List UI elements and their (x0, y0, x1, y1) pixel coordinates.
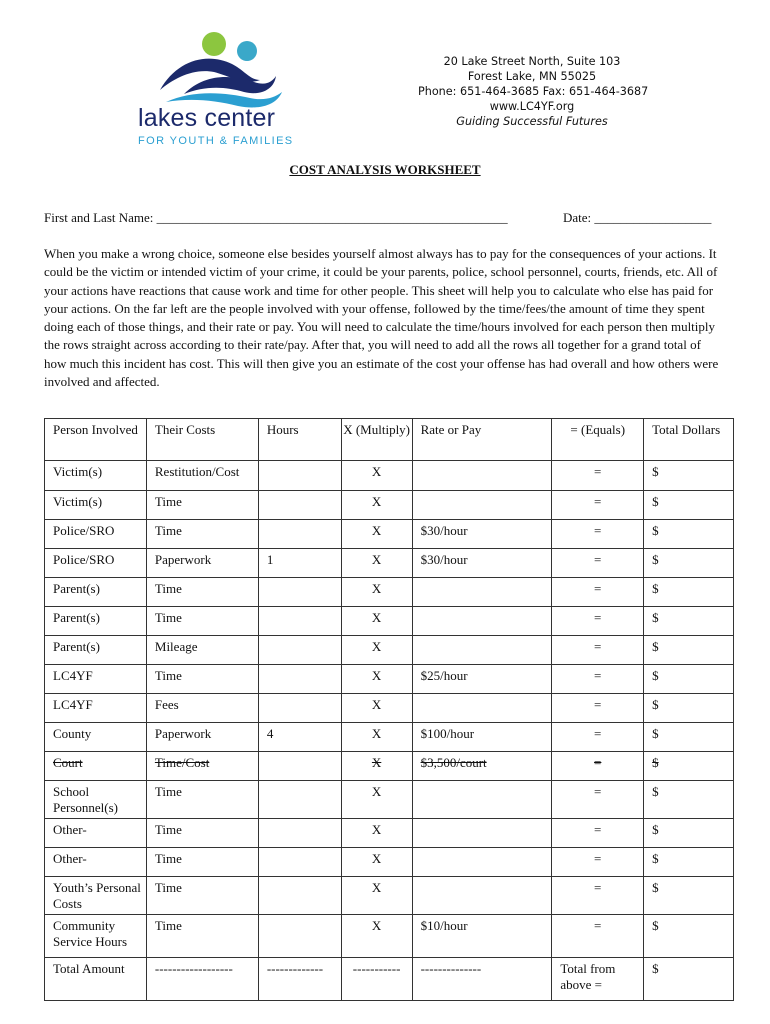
header-rate: Rate or Pay (412, 419, 552, 461)
cell-equals: = (552, 915, 644, 958)
cell-equals: = (552, 607, 644, 636)
cell-equals: = (552, 848, 644, 877)
table-row (45, 520, 734, 549)
cell-rate[interactable] (412, 781, 552, 819)
website-line: www.LC4YF.org (489, 100, 575, 113)
cell-hours[interactable] (258, 915, 341, 958)
cell-rate[interactable]: $30/hour (412, 549, 552, 578)
header-total: Total Dollars (644, 419, 734, 461)
cell-costs: Time (146, 491, 258, 520)
cell-equals: = (552, 491, 644, 520)
cell-multiply: X (341, 752, 412, 781)
cell-equals: = (552, 461, 644, 491)
cell-costs: Time (146, 915, 258, 958)
cell-costs: Time (146, 607, 258, 636)
table-row (45, 877, 734, 915)
address-line: 20 Lake Street North, Suite 103 (443, 55, 621, 68)
cell-hours[interactable] (258, 520, 341, 549)
cell-multiply: X (341, 491, 412, 520)
cell-equals: = (552, 752, 644, 781)
cell-multiply: X (341, 461, 412, 491)
cell-total[interactable]: $ (644, 578, 734, 607)
cell-person: Victim(s) (45, 491, 147, 520)
cell-costs: Time (146, 578, 258, 607)
cell-rate[interactable]: $30/hour (412, 520, 552, 549)
cell-hours[interactable] (258, 848, 341, 877)
cell-costs: Paperwork (146, 549, 258, 578)
cell-multiply: X (341, 915, 412, 958)
cell-hours[interactable] (258, 877, 341, 915)
table-header-row (45, 419, 734, 461)
cell-person: Community Service Hours (45, 915, 147, 958)
cell-costs: Time (146, 819, 258, 848)
date-field[interactable]: Date: __________________ (563, 210, 712, 225)
total-costs: ------------------ (146, 958, 258, 1001)
cell-rate[interactable] (412, 848, 552, 877)
cell-equals: = (552, 665, 644, 694)
cell-equals: = (552, 520, 644, 549)
phone-fax-line: Phone: 651-464-3685 Fax: 651-464-3687 (418, 85, 649, 98)
cell-costs: Mileage (146, 636, 258, 665)
tagline: Guiding Successful Futures (456, 115, 608, 128)
cell-multiply: X (341, 877, 412, 915)
cell-total[interactable]: $ (644, 520, 734, 549)
cell-person: LC4YF (45, 694, 147, 723)
cell-hours[interactable] (258, 694, 341, 723)
header-person: Person Involved (45, 419, 147, 461)
cell-rate[interactable] (412, 578, 552, 607)
logo-subtitle: FOR YOUTH & FAMILIES (138, 135, 294, 147)
cell-total[interactable]: $ (644, 461, 734, 491)
cell-equals: = (552, 819, 644, 848)
cell-costs: Restitution/Cost (146, 461, 258, 491)
intro-paragraph: When you make a wrong choice, someone else besides yourself almost always has to pay for the consequences of your actions. It could be the victim or intended victim of your crime, it could be your parents, police, school personnel, courts, friends, etc. All of your actions have reactions that cause work and time for other people. This sheet will help you to calculate who else has paid for your actions. On the far left are the people involved with your offense, followed by the time/fees/the amount of time they spent doing each of those things, and their rate or pay. You will need to calculate the time/hours involved for each person then multiply the rows straight across according to their rate/pay. After that, you will need to add all the rows all together for a grand total of how much this incident has cost. This will then give you an estimate of the cost your offense has had overall and how others were involved and affected. (44, 246, 719, 390)
cell-rate[interactable]: $25/hour (412, 665, 552, 694)
cell-total[interactable]: $ (644, 491, 734, 520)
header-multiply: X (Multiply) (341, 419, 412, 461)
logo-mark (132, 30, 312, 152)
cell-multiply: X (341, 578, 412, 607)
cell-multiply: X (341, 607, 412, 636)
cell-multiply: X (341, 819, 412, 848)
cell-person: Parent(s) (45, 578, 147, 607)
cell-total[interactable]: $ (644, 915, 734, 958)
table-row (45, 549, 734, 578)
header-hours: Hours (258, 419, 341, 461)
total-rate: -------------- (412, 958, 552, 1001)
table-row (45, 694, 734, 723)
cell-costs: Fees (146, 694, 258, 723)
cell-hours[interactable] (258, 491, 341, 520)
table-row (45, 578, 734, 607)
cell-total[interactable]: $ (644, 819, 734, 848)
cell-multiply: X (341, 636, 412, 665)
cell-rate[interactable] (412, 491, 552, 520)
cell-rate[interactable] (412, 461, 552, 491)
table-row (45, 636, 734, 665)
total-label: Total Amount (45, 958, 147, 1001)
total-hours: ------------- (258, 958, 341, 1001)
cell-hours[interactable] (258, 636, 341, 665)
cell-person: Victim(s) (45, 461, 147, 491)
cell-rate[interactable] (412, 819, 552, 848)
contact-block (418, 54, 649, 129)
total-row (45, 958, 734, 1001)
cell-person: Youth’s Personal Costs (45, 877, 147, 915)
cell-hours[interactable] (258, 819, 341, 848)
cost-table-body (45, 419, 734, 1001)
cell-person: Police/SRO (45, 520, 147, 549)
table-row (45, 819, 734, 848)
cell-person: LC4YF (45, 665, 147, 694)
table-row (45, 781, 734, 819)
header-costs: Their Costs (146, 419, 258, 461)
table-row (45, 752, 734, 781)
cell-costs: Time (146, 848, 258, 877)
cell-equals: = (552, 723, 644, 752)
cell-multiply: X (341, 665, 412, 694)
cell-person: Other- (45, 819, 147, 848)
cell-person: Parent(s) (45, 607, 147, 636)
grand-total-cell[interactable]: $ (644, 958, 734, 1001)
cell-rate[interactable]: $100/hour (412, 723, 552, 752)
cell-costs: Time (146, 665, 258, 694)
cell-person: Parent(s) (45, 636, 147, 665)
table-row (45, 848, 734, 877)
name-field[interactable]: First and Last Name: ______________________________________________________ (44, 210, 508, 225)
cell-total[interactable]: $ (644, 723, 734, 752)
cell-total[interactable]: $ (644, 665, 734, 694)
cell-equals: = (552, 694, 644, 723)
table-row (45, 723, 734, 752)
cell-hours[interactable] (258, 752, 341, 781)
cell-equals: = (552, 781, 644, 819)
cell-rate[interactable]: $3,500/court (412, 752, 552, 781)
cell-equals: = (552, 877, 644, 915)
cell-multiply: X (341, 694, 412, 723)
name-date-fields (44, 210, 734, 226)
cell-total[interactable]: $ (644, 636, 734, 665)
cell-person: County (45, 723, 147, 752)
cost-table (44, 418, 734, 1001)
cell-hours[interactable] (258, 578, 341, 607)
cell-total[interactable]: $ (644, 877, 734, 915)
cell-hours[interactable]: 4 (258, 723, 341, 752)
cell-multiply: X (341, 520, 412, 549)
cell-multiply: X (341, 549, 412, 578)
logo-wordmark: lakes center (138, 104, 276, 132)
city-line: Forest Lake, MN 55025 (467, 70, 597, 83)
cell-total[interactable]: $ (644, 694, 734, 723)
cell-rate[interactable] (412, 607, 552, 636)
cell-equals: = (552, 549, 644, 578)
cell-hours[interactable] (258, 607, 341, 636)
cell-total[interactable]: $ (644, 607, 734, 636)
table-row (45, 607, 734, 636)
cell-costs: Paperwork (146, 723, 258, 752)
cell-equals: = (552, 578, 644, 607)
cell-multiply: X (341, 848, 412, 877)
cell-total[interactable]: $ (644, 752, 734, 781)
cell-equals: = (552, 636, 644, 665)
table-row (45, 461, 734, 491)
cell-person: Police/SRO (45, 549, 147, 578)
cell-person: School Personnel(s) (45, 781, 147, 819)
cell-hours[interactable] (258, 461, 341, 491)
cell-rate[interactable] (412, 877, 552, 915)
table-row (45, 491, 734, 520)
cell-rate[interactable] (412, 636, 552, 665)
cell-hours[interactable] (258, 781, 341, 819)
header-equals: = (Equals) (552, 419, 644, 461)
cell-hours[interactable]: 1 (258, 549, 341, 578)
cell-total[interactable]: $ (644, 549, 734, 578)
lakes-center-logo (132, 30, 312, 152)
cell-person: Other- (45, 848, 147, 877)
cell-rate[interactable]: $10/hour (412, 915, 552, 958)
cell-costs: Time/Cost (146, 752, 258, 781)
cell-hours[interactable] (258, 665, 341, 694)
cell-total[interactable]: $ (644, 848, 734, 877)
table-row (45, 665, 734, 694)
table-row (45, 915, 734, 958)
total-multiply: ----------- (341, 958, 412, 1001)
cell-multiply: X (341, 781, 412, 819)
cell-costs: Time (146, 520, 258, 549)
cell-costs: Time (146, 877, 258, 915)
total-equals: Total from above = (552, 958, 644, 1001)
cell-multiply: X (341, 723, 412, 752)
cell-rate[interactable] (412, 694, 552, 723)
cell-costs: Time (146, 781, 258, 819)
cell-person: Court (45, 752, 147, 781)
cell-total[interactable]: $ (644, 781, 734, 819)
document-title: COST ANALYSIS WORKSHEET (289, 162, 481, 177)
